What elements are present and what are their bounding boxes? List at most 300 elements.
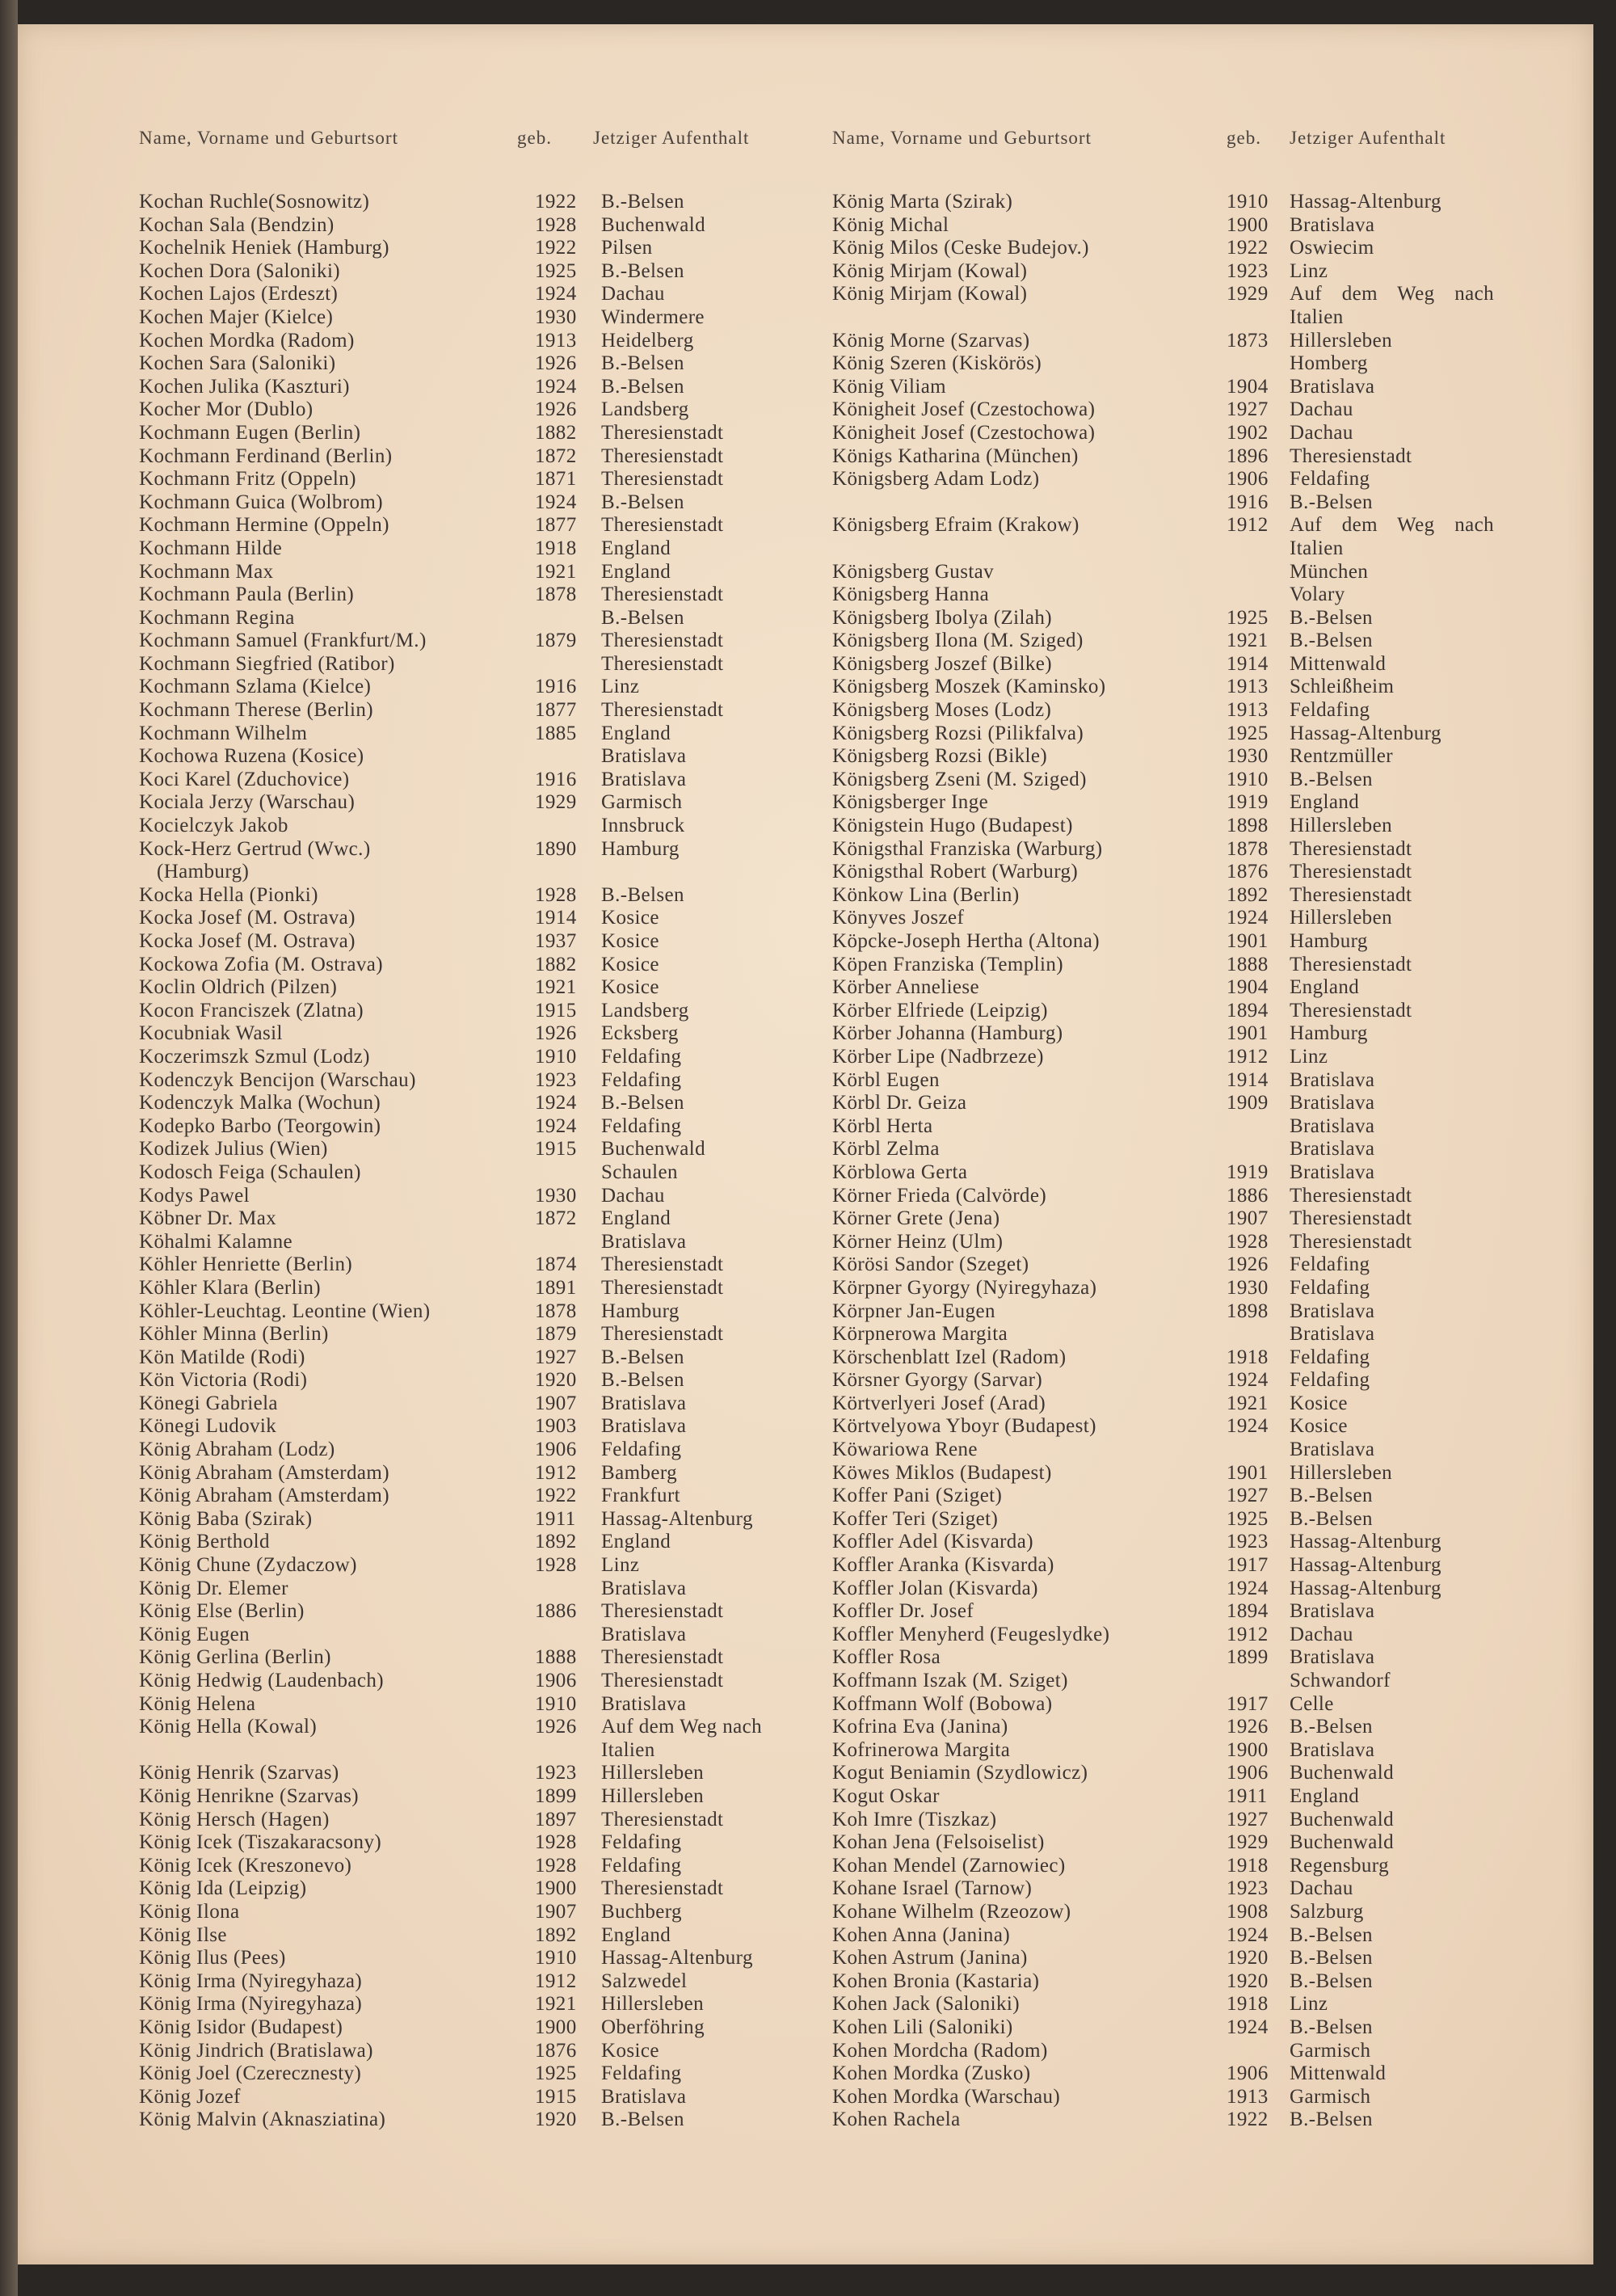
entry-birth-year: 1907 <box>535 1900 577 1923</box>
list-item <box>832 191 1559 214</box>
entry-birth-year: 1930 <box>535 1184 577 1207</box>
list-item <box>832 630 1559 653</box>
entry-residence: B.-Belsen <box>1290 1716 1373 1738</box>
entry-birth-year: 1929 <box>1227 283 1269 305</box>
entry-birth-year: 1892 <box>1227 883 1269 906</box>
entry-birth-year: 1882 <box>535 421 577 444</box>
entry-name: Kochen Sara (Saloniki) <box>139 352 336 375</box>
entry-name: Königsberg Joszef (Bilke) <box>832 652 1052 675</box>
entry-birth-year: 1910 <box>535 1947 577 1970</box>
entry-residence: Theresienstadt <box>601 514 724 537</box>
list-item <box>139 1138 866 1161</box>
list-item <box>832 1092 1559 1115</box>
entry-name: Kochmann Samuel (Frankfurt/M.) <box>139 630 427 652</box>
entry-residence: Hassag-Altenburg <box>1290 191 1441 213</box>
list-item <box>139 1462 866 1485</box>
entry-name: König Milos (Ceske Budejov.) <box>832 237 1089 259</box>
entry-name: Kön Matilde (Rodi) <box>139 1346 305 1368</box>
entry-birth-year: 1923 <box>1227 1531 1269 1553</box>
list-item <box>832 954 1559 977</box>
entry-residence: Windermere <box>601 305 705 328</box>
list-item <box>139 1253 866 1277</box>
entry-residence: Feldafing <box>601 1439 682 1461</box>
entry-name: Köwariowa Rene <box>832 1439 978 1461</box>
entry-residence: Bratislava <box>601 768 687 790</box>
entry-name: Könegi Gabriela <box>139 1392 278 1414</box>
list-item <box>139 260 866 284</box>
entry-birth-year: 1900 <box>1227 1738 1269 1761</box>
entry-birth-year: 1924 <box>1227 2016 1269 2038</box>
entry-residence: Auf dem Weg nach <box>1290 283 1495 305</box>
entry-residence: Mittenwald <box>1290 652 1387 675</box>
entry-name: Köhler Minna (Berlin) <box>139 1323 329 1346</box>
entry-residence: Linz <box>1290 1045 1328 1068</box>
entry-birth-year: 1910 <box>535 1045 577 1068</box>
entry-residence: Feldafing <box>601 1854 682 1877</box>
entry-name: König Isidor (Budapest) <box>139 2016 343 2038</box>
list-item <box>139 653 866 676</box>
entry-birth-year: 1924 <box>1227 1923 1269 1946</box>
entry-birth-year: 1912 <box>535 1461 577 1484</box>
entry-name: Königheit Josef (Czestochowa) <box>832 398 1096 421</box>
entry-birth-year: 1925 <box>535 259 577 282</box>
entry-birth-year: 1925 <box>1227 722 1269 744</box>
list-item <box>832 1369 1559 1392</box>
entry-name: König Joel (Czerecznesty) <box>139 2062 362 2085</box>
entry-name: Königsthal Franziska (Warburg) <box>832 837 1103 860</box>
entry-residence: Bratislava <box>1290 375 1375 398</box>
entry-birth-year: 1906 <box>535 1670 577 1691</box>
entry-birth-year: 1930 <box>1227 1276 1269 1299</box>
entry-birth-year: 1873 <box>1227 329 1269 352</box>
list-item <box>139 191 866 214</box>
list-item <box>139 1600 866 1624</box>
entry-residence: Bratislava <box>1290 213 1375 236</box>
entry-residence: Hillersleben <box>1290 815 1392 837</box>
entry-name: Kocka Josef (M. Ostrava) <box>139 907 356 929</box>
list-item <box>832 1161 1559 1185</box>
entry-name: König Morne (Szarvas) <box>832 329 1030 352</box>
entry-name: Kohen Mordcha (Radom) <box>832 2039 1048 2062</box>
list-item <box>832 791 1559 815</box>
list-item <box>139 1300 866 1324</box>
left-column <box>139 128 866 2132</box>
list-item <box>139 1161 866 1185</box>
entry-residence: Hassag-Altenburg <box>1290 1531 1441 1553</box>
list-item <box>139 745 866 769</box>
entry-name: Kochen Mordka (Radom) <box>139 329 355 352</box>
entry-residence: Bratislava <box>1290 1068 1375 1091</box>
entry-residence: Bratislava <box>1290 1114 1375 1137</box>
entry-name: Kofrina Eva (Janina) <box>832 1716 1008 1738</box>
entry-birth-year: 1904 <box>1227 375 1269 398</box>
entry-birth-year: 1927 <box>535 1346 577 1368</box>
entry-name: König Jozef <box>139 2085 241 2108</box>
entry-residence: Kosice <box>601 953 659 975</box>
entry-birth-year: 1915 <box>535 2085 577 2108</box>
entry-name: Körsner Gyorgy (Sarvar) <box>832 1369 1043 1392</box>
list-item <box>139 676 866 699</box>
entry-residence: Regensburg <box>1290 1854 1389 1877</box>
list-item <box>832 861 1559 884</box>
entry-birth-year: 1914 <box>535 907 577 929</box>
entry-birth-year: 1926 <box>535 1022 577 1045</box>
list-item <box>832 1646 1559 1670</box>
entry-name: Kohan Mendel (Zarnowiec) <box>832 1854 1066 1877</box>
entry-birth-year: 1925 <box>1227 606 1269 629</box>
list-item <box>139 468 866 491</box>
list-item <box>139 954 866 977</box>
entry-name: Könegi Ludovik <box>139 1415 277 1438</box>
list-item <box>832 1716 1559 1739</box>
list-item <box>139 1231 866 1254</box>
entry-residence: B.-Belsen <box>601 606 684 629</box>
entry-name: Kochmann Hilde <box>139 537 283 559</box>
entry-residence: Theresienstadt <box>601 1808 724 1830</box>
entry-residence: Italien <box>1290 305 1344 328</box>
entry-residence: Kosice <box>601 907 659 929</box>
entry-residence: Theresienstadt <box>1290 837 1412 860</box>
entry-name: Königstein Hugo (Budapest) <box>832 815 1073 837</box>
list-item <box>832 1762 1559 1785</box>
entry-name: Königsberg Hanna <box>832 583 990 606</box>
entry-name: König Irma (Nyiregyhaza) <box>139 1993 363 2016</box>
entry-residence: B.-Belsen <box>1290 606 1373 629</box>
list-item <box>139 1901 866 1924</box>
list-item <box>832 1069 1559 1093</box>
entry-name: König Michal <box>832 213 949 236</box>
entry-name: Körbl Herta <box>832 1114 933 1137</box>
entry-residence: Linz <box>1290 259 1328 282</box>
entry-residence: Dachau <box>601 283 665 305</box>
entry-name: Koffer Pani (Sziget) <box>832 1485 1003 1507</box>
entry-birth-year: 1920 <box>535 2109 577 2131</box>
entry-birth-year: 1888 <box>1227 953 1269 975</box>
entry-residence: Buchenwald <box>1290 1762 1394 1784</box>
entry-residence: B.-Belsen <box>601 1346 684 1368</box>
entry-birth-year: 1910 <box>535 1692 577 1715</box>
entry-residence: Buchenwald <box>601 213 705 236</box>
entry-birth-year: 1923 <box>535 1762 577 1784</box>
entry-name: Kochen Lajos (Erdeszt) <box>139 283 339 305</box>
entry-birth-year: 1896 <box>1227 444 1269 467</box>
entry-residence: Bratislava <box>601 1623 687 1645</box>
entry-residence: Bratislava <box>1290 1439 1375 1461</box>
list-item <box>139 884 866 908</box>
list-item <box>832 2016 1559 2040</box>
entry-birth-year: 1924 <box>1227 1369 1269 1392</box>
entry-name: König Hersch (Hagen) <box>139 1808 330 1830</box>
entry-name: (Hamburg) <box>157 861 250 883</box>
list-item <box>139 376 866 399</box>
entry-birth-year: 1910 <box>1227 768 1269 790</box>
entry-name: Kogut Beniamin (Szydlowicz) <box>832 1762 1088 1784</box>
entry-birth-year: 1892 <box>535 1923 577 1946</box>
entry-residence: B.-Belsen <box>1290 768 1373 790</box>
list-item <box>832 2109 1559 2132</box>
list-item <box>139 214 866 238</box>
list-item <box>832 491 1559 515</box>
entry-residence: Theresienstadt <box>1290 1207 1412 1230</box>
entry-name: Königheit Josef (Czestochowa) <box>832 421 1096 444</box>
entry-residence: Bratislava <box>601 1392 687 1414</box>
entry-residence: Theresienstadt <box>601 699 724 722</box>
entry-birth-year: 1922 <box>535 237 577 259</box>
entry-name: Kochelnik Heniek (Hamburg) <box>139 237 389 259</box>
list-item <box>832 1000 1559 1023</box>
list-item <box>139 1115 866 1139</box>
entry-residence: Feldafing <box>1290 1369 1370 1392</box>
list-item <box>832 1022 1559 1046</box>
entry-residence: Theresienstadt <box>601 583 724 606</box>
entry-birth-year: 1923 <box>1227 259 1269 282</box>
entry-residence: Buchberg <box>601 1900 682 1923</box>
entry-residence: Theresienstadt <box>1290 444 1412 467</box>
list-item <box>832 1877 1559 1901</box>
entry-residence: Italien <box>1290 537 1344 559</box>
entry-residence: Theresienstadt <box>601 1323 724 1346</box>
entry-residence: B.-Belsen <box>601 352 684 375</box>
entry-birth-year: 1871 <box>535 468 577 491</box>
list-item <box>832 468 1559 491</box>
entry-residence: B.-Belsen <box>1290 1485 1373 1507</box>
entry-name: König Henrik (Szarvas) <box>139 1762 339 1784</box>
entry-residence: Hamburg <box>601 1300 680 1322</box>
list-item <box>832 1693 1559 1717</box>
entry-residence: Bratislava <box>601 1577 687 1599</box>
list-item <box>832 2062 1559 2086</box>
entry-residence: Auf dem Weg nach <box>1290 514 1495 537</box>
entry-birth-year: 1928 <box>535 1831 577 1854</box>
entry-name: König Dr. Elemer <box>139 1577 288 1599</box>
entry-name: Koffer Teri (Sziget) <box>832 1507 999 1530</box>
entry-birth-year: 1921 <box>535 1993 577 2016</box>
entry-residence: Feldafing <box>1290 468 1370 491</box>
list-item <box>139 1924 866 1948</box>
entry-name: Körtverlyeri Josef (Arad) <box>832 1392 1046 1414</box>
entry-birth-year: 1922 <box>1227 237 1269 259</box>
entry-name: Königsthal Robert (Warburg) <box>832 861 1079 883</box>
entry-name: König Ilse <box>139 1923 227 1946</box>
entry-residence: Dachau <box>1290 421 1353 444</box>
entry-residence: Ecksberg <box>601 1022 679 1045</box>
entry-birth-year: 1929 <box>1227 1831 1269 1854</box>
list-item <box>139 930 866 954</box>
list-item <box>139 2016 866 2040</box>
entry-residence: Dachau <box>1290 398 1353 421</box>
list-item <box>139 1554 866 1578</box>
list-item <box>139 1022 866 1046</box>
entry-residence: B.-Belsen <box>1290 1923 1373 1946</box>
entry-birth-year: 1911 <box>1227 1784 1268 1807</box>
list-item <box>139 445 866 469</box>
list-item <box>139 398 866 422</box>
list-item <box>832 445 1559 469</box>
entry-birth-year: 1882 <box>535 953 577 975</box>
entry-birth-year: 1915 <box>535 999 577 1022</box>
entry-residence: Garmisch <box>1290 2085 1371 2108</box>
entry-residence: Dachau <box>601 1184 665 1207</box>
entry-name: Koffler Jolan (Kisvarda) <box>832 1577 1038 1599</box>
entry-name: Kochmann Hermine (Oppeln) <box>139 514 389 537</box>
entry-residence: England <box>1290 791 1360 814</box>
entry-residence: Bratislava <box>1290 1138 1375 1161</box>
entry-residence: Hamburg <box>1290 930 1368 952</box>
list-item <box>139 1877 866 1901</box>
entry-name: König Eugen <box>139 1623 250 1645</box>
entry-residence: Bratislava <box>1290 1738 1375 1761</box>
entry-birth-year: 1917 <box>1227 1554 1269 1577</box>
list-item <box>832 653 1559 676</box>
entry-residence: Bratislava <box>601 1230 687 1253</box>
entry-residence: Theresienstadt <box>601 468 724 491</box>
entry-birth-year: 1898 <box>1227 1300 1269 1322</box>
entry-residence: Buchenwald <box>601 1138 705 1161</box>
entry-name: Kochmann Therese (Berlin) <box>139 699 373 722</box>
entry-birth-year: 1912 <box>1227 1045 1269 1068</box>
list-item <box>832 352 1559 376</box>
entry-birth-year: 1891 <box>535 1276 577 1299</box>
entry-name: Kogut Oskar <box>832 1784 940 1807</box>
entry-birth-year: 1926 <box>1227 1716 1269 1738</box>
entry-name: Körner Frieda (Calvörde) <box>832 1184 1047 1207</box>
entry-birth-year: 1923 <box>535 1068 577 1091</box>
entry-birth-year: 1913 <box>1227 2085 1269 2108</box>
entry-name: Kodenczyk Bencijon (Warschau) <box>139 1068 416 1091</box>
entry-name: König Abraham (Amsterdam) <box>139 1485 389 1507</box>
entry-name: Körschenblatt Izel (Radom) <box>832 1346 1067 1368</box>
entry-name: Kochmann Paula (Berlin) <box>139 583 355 606</box>
list-item <box>139 1739 866 1763</box>
entry-residence: Theresienstadt <box>601 1877 724 1900</box>
entry-name: Körblowa Gerta <box>832 1161 968 1183</box>
entry-residence: B.-Belsen <box>1290 630 1373 652</box>
entry-name: König Jindrich (Bratislawa) <box>139 2039 373 2062</box>
list-item <box>832 1185 1559 1208</box>
list-item <box>139 1185 866 1208</box>
list-item <box>139 1531 866 1554</box>
entry-residence: Theresienstadt <box>601 1600 724 1623</box>
entry-name: Kochowa Ruzena (Kosice) <box>139 745 364 768</box>
entry-residence: B.-Belsen <box>1290 1947 1373 1970</box>
entry-birth-year: 1924 <box>535 283 577 305</box>
entry-name: Köpcke-Joseph Hertha (Altona) <box>832 930 1100 952</box>
entry-residence: Homberg <box>1290 352 1368 375</box>
list-item <box>832 2086 1559 2109</box>
entry-name: Kohen Lili (Saloniki) <box>832 2016 1013 2038</box>
entry-residence: B.-Belsen <box>1290 2109 1373 2131</box>
list-item <box>832 537 1559 561</box>
entry-birth-year: 1907 <box>1227 1207 1269 1230</box>
list-item <box>832 1115 1559 1139</box>
list-item <box>139 1485 866 1508</box>
list-item <box>832 376 1559 399</box>
entry-residence: Theresienstadt <box>601 1276 724 1299</box>
entry-birth-year: 1901 <box>1227 1461 1269 1484</box>
entry-birth-year: 1906 <box>1227 468 1269 491</box>
list-item <box>139 815 866 838</box>
entry-birth-year: 1901 <box>1227 1022 1269 1045</box>
entry-birth-year: 1911 <box>535 1507 576 1530</box>
entry-name: Königsberg Ilona (M. Sziged) <box>832 630 1084 652</box>
list-item <box>139 1323 866 1346</box>
list-item <box>832 398 1559 422</box>
header-name: Name, Vorname und Geburtsort <box>832 128 1092 148</box>
entry-name: König Ilona <box>139 1900 240 1923</box>
entry-birth-year: 1913 <box>535 329 577 352</box>
list-item <box>832 2040 1559 2063</box>
entry-name: Kocielczyk Jakob <box>139 815 288 837</box>
entry-birth-year: 1916 <box>535 768 577 790</box>
entry-name: Kodenczyk Malka (Wochun) <box>139 1092 381 1114</box>
entry-residence: Landsberg <box>601 398 689 421</box>
entry-birth-year: 1872 <box>535 444 577 467</box>
entry-name: Koffmann Iszak (M. Sziget) <box>832 1670 1068 1691</box>
entry-residence: England <box>601 1923 671 1946</box>
entry-name: Kodepko Barbo (Teorgowin) <box>139 1114 381 1137</box>
list-item <box>139 2062 866 2086</box>
entry-birth-year: 1908 <box>1227 1900 1269 1923</box>
entry-birth-year: 1904 <box>1227 976 1269 999</box>
entry-residence: Hillersleben <box>1290 907 1392 929</box>
entry-name: Kochen Julika (Kaszturi) <box>139 375 350 398</box>
entry-birth-year: 1874 <box>535 1253 577 1276</box>
list-item <box>139 1947 866 1970</box>
entry-residence: Schwandorf <box>1290 1670 1391 1691</box>
entry-name: Königsberg Gustav <box>832 560 995 583</box>
entry-residence: Schaulen <box>601 1161 678 1183</box>
entry-residence: Theresienstadt <box>601 630 724 652</box>
entry-birth-year: 1910 <box>1227 191 1269 213</box>
entry-birth-year: 1921 <box>1227 1392 1269 1414</box>
list-item <box>139 352 866 376</box>
list-item <box>832 1578 1559 1601</box>
entry-birth-year: 1920 <box>535 1369 577 1392</box>
list-item <box>832 1785 1559 1809</box>
list-item <box>832 699 1559 723</box>
entry-name: König Viliam <box>832 375 947 398</box>
entry-residence: Bratislava <box>601 1692 687 1715</box>
entry-residence: Feldafing <box>601 1045 682 1068</box>
entry-name: König Gerlina (Berlin) <box>139 1646 331 1669</box>
list-item <box>139 1693 866 1717</box>
entry-birth-year: 1918 <box>1227 1346 1269 1368</box>
entry-birth-year: 1888 <box>535 1646 577 1669</box>
entry-residence: England <box>601 560 671 583</box>
entry-residence: Innsbruck <box>601 815 685 837</box>
entry-name: Kochmann Wilhelm <box>139 722 308 744</box>
entry-name: Königsberg Adam Lodz) <box>832 468 1040 491</box>
entry-residence: Hillersleben <box>601 1993 704 2016</box>
entry-name: Koffler Adel (Kisvarda) <box>832 1531 1033 1553</box>
entry-name: Königs Katharina (München) <box>832 444 1079 467</box>
list-item <box>139 583 866 607</box>
entry-residence: England <box>601 1207 671 1230</box>
entry-birth-year: 1916 <box>535 676 577 698</box>
entry-name: König Berthold <box>139 1531 270 1553</box>
column-header <box>139 128 866 157</box>
entry-residence: B.-Belsen <box>1290 1970 1373 1992</box>
list-item <box>139 1092 866 1115</box>
entry-birth-year: 1922 <box>535 1485 577 1507</box>
list-item <box>139 723 866 746</box>
entry-name: Körbl Dr. Geiza <box>832 1092 967 1114</box>
entry-name: Kochen Dora (Saloniki) <box>139 259 341 282</box>
entry-birth-year: 1921 <box>535 560 577 583</box>
entry-residence: München <box>1290 560 1369 583</box>
list-item <box>139 1855 866 1878</box>
entry-residence: Hassag-Altenburg <box>601 1507 753 1530</box>
